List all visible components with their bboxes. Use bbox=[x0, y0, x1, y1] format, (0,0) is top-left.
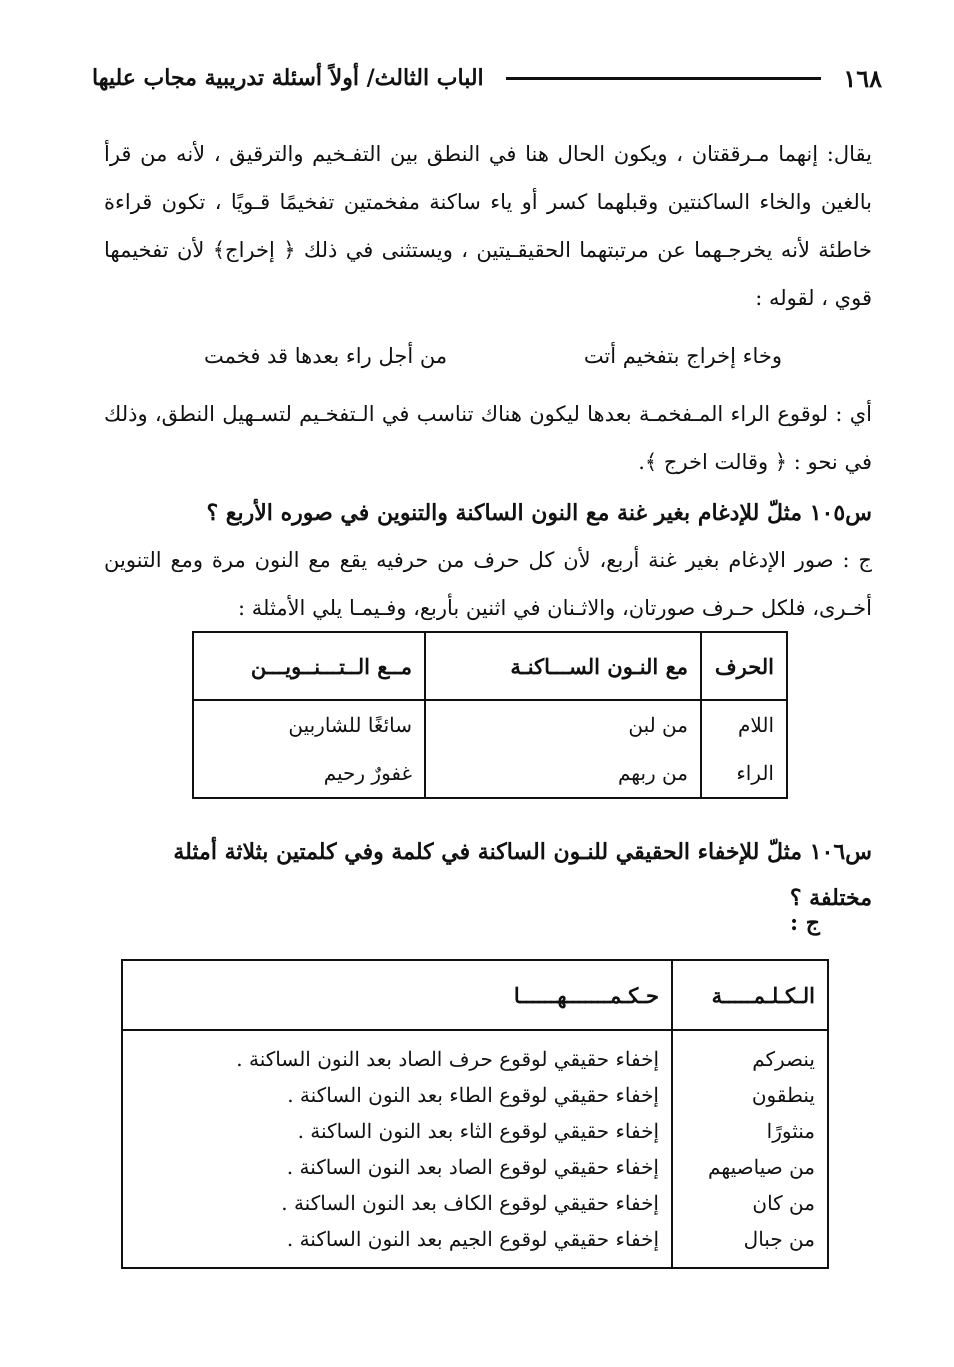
cell-word: من صياصيهم bbox=[672, 1149, 828, 1185]
cell-word: من كان bbox=[672, 1185, 828, 1221]
page-body bbox=[104, 130, 872, 632]
column-header-ruling: حـكـمـــــــهــــــا bbox=[122, 960, 672, 1030]
cell-word: ينصركم bbox=[672, 1030, 828, 1077]
cell-tanween-example: غفورٌ رحيم bbox=[193, 749, 425, 798]
page-number: ١٦٨ bbox=[843, 63, 882, 93]
cell-letter: الراء bbox=[701, 749, 787, 798]
cell-letter: اللام bbox=[701, 700, 787, 749]
running-header bbox=[92, 60, 882, 96]
table-row bbox=[122, 1149, 828, 1185]
table-row bbox=[193, 700, 787, 749]
table-row bbox=[122, 1185, 828, 1221]
verse-second-hemistich: من أجل راء بعدها قد فخمت bbox=[204, 344, 448, 368]
table-header-row bbox=[122, 960, 828, 1030]
idgham-examples-table bbox=[192, 631, 788, 799]
column-header-noon-sakinah: مع النـون الســـاكنـة bbox=[425, 632, 701, 700]
cell-noon-example: من ربهم bbox=[425, 749, 701, 798]
chapter-title: الباب الثالث/ أولاً أسئلة تدريبية مجاب عليها bbox=[92, 65, 484, 91]
cell-word: منثورًا bbox=[672, 1113, 828, 1149]
answer-106-label: ج : bbox=[790, 910, 820, 936]
cell-ruling: إخفاء حقيقي لوقوع الجيم بعد النون الساكنة . bbox=[122, 1221, 672, 1268]
explanation-paragraph: أي : لوقوع الراء المـفخمـة بعدها ليكون هناك تناسب في الـتفخـيم لتسـهيل النطق، وذلك في نحو : ﴿ وقالت اخرج ﴾. bbox=[104, 402, 872, 474]
cell-noon-example: من لبن bbox=[425, 700, 701, 749]
question-106: س١٠٦ مثلّ للإخفاء الحقيقي للنـون الساكنة في كلمة وفي كلمتين بثلاثة أمثلة مختلفة ؟ bbox=[173, 839, 872, 911]
ikhfaa-examples-table bbox=[121, 959, 829, 1269]
cell-word: من جبال bbox=[672, 1221, 828, 1268]
table-row bbox=[193, 749, 787, 798]
table-row bbox=[122, 1221, 828, 1268]
table-row bbox=[122, 1113, 828, 1149]
cell-word: ينطقون bbox=[672, 1077, 828, 1113]
cell-ruling: إخفاء حقيقي لوقوع الثاء بعد النون الساكنة . bbox=[122, 1113, 672, 1149]
cell-ruling: إخفاء حقيقي لوقوع حرف الصاد بعد النون الساكنة . bbox=[122, 1030, 672, 1077]
header-rule bbox=[506, 77, 822, 80]
poetry-verse bbox=[204, 332, 782, 380]
cell-ruling: إخفاء حقيقي لوقوع الكاف بعد النون الساكنة . bbox=[122, 1185, 672, 1221]
answer-105: ج : صور الإدغام بغير غنة أربع، لأن كل حرف من حرفيه يقع مع النون مرة ومع التنوين أخـرى، فلكل حـرف صورتان، والاثـنان في اثنين بأربع، وفـيمـا يلي الأمثلة : bbox=[104, 548, 872, 620]
column-header-tanween: مــع الــتـــنــويـــن bbox=[193, 632, 425, 700]
verse-first-hemistich: وخاء إخراج بتفخيم أتت bbox=[583, 344, 782, 368]
question-106-block bbox=[104, 825, 872, 921]
intro-paragraph: يقال: إنهما مـرققتان ، ويكون الحال هنا في النطق بين التفـخيم والترقيق ، لأنه من قرأ بالغين والخاء الساكنتين وقبلهما كسر أو ياء ساكنة مفخمتين تفخيمًا قـويًا ، تكون قراءة خاطئة لأنه يخرجـهما عن مرتبتهما الحقيقـيتين ، ويستثنى في ذلك ﴿ إخراج﴾ لأن تفخيمها قوي ، لقوله : bbox=[104, 142, 873, 310]
cell-tanween-example: سائغًا للشاربين bbox=[193, 700, 425, 749]
column-header-letter: الحرف bbox=[701, 632, 787, 700]
question-105: س١٠٥ مثلّ للإدغام بغير غنة مع النون الساكنة والتنوين في صوره الأربع ؟ bbox=[206, 500, 872, 526]
cell-ruling: إخفاء حقيقي لوقوع الطاء بعد النون الساكنة . bbox=[122, 1077, 672, 1113]
column-header-word: الـكـلـمـــــة bbox=[672, 960, 828, 1030]
table-row bbox=[122, 1077, 828, 1113]
table-header-row bbox=[193, 632, 787, 700]
table-row bbox=[122, 1030, 828, 1077]
cell-ruling: إخفاء حقيقي لوقوع الصاد بعد النون الساكنة . bbox=[122, 1149, 672, 1185]
